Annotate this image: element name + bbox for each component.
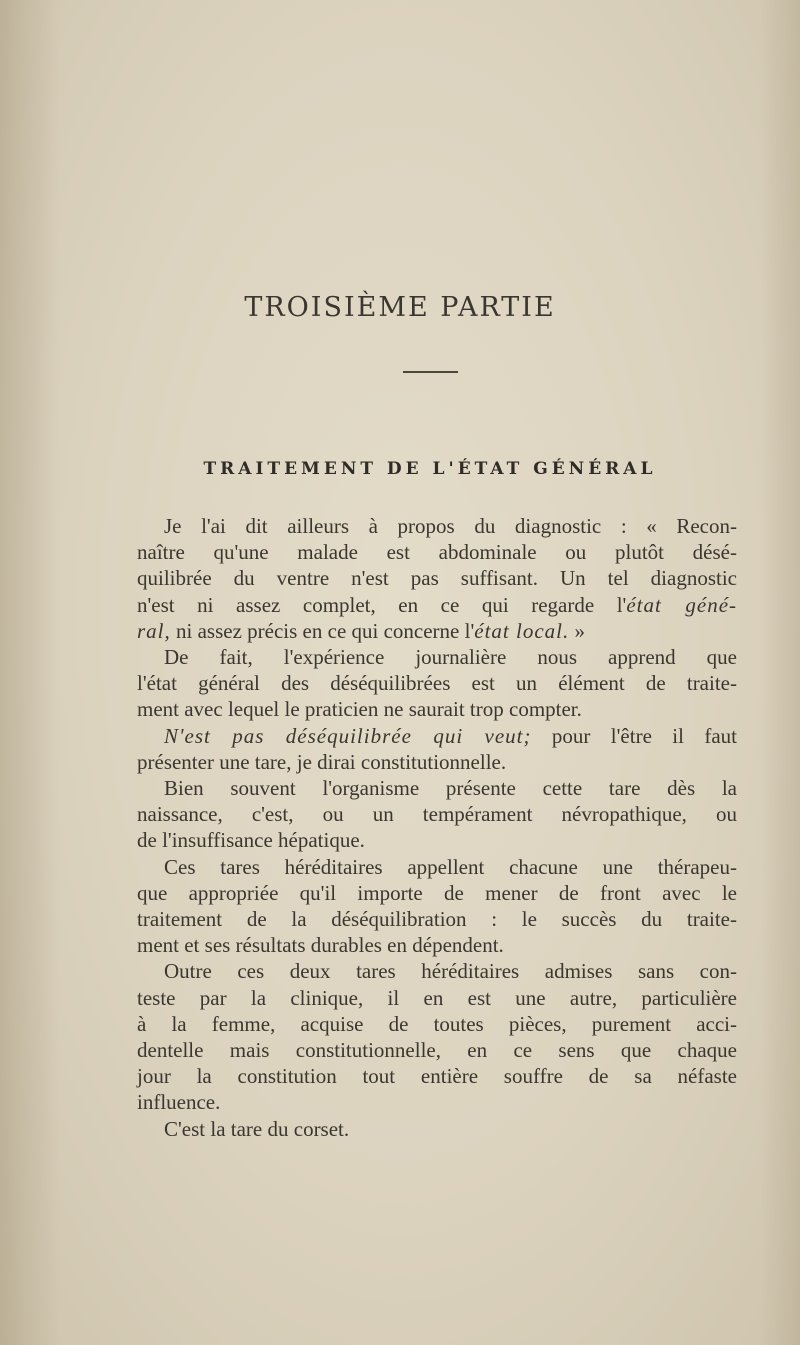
text-line: dentelle mais constitutionnelle, en ce sens que chaque	[137, 1038, 737, 1063]
part-title: TROISIÈME PARTIE	[244, 292, 556, 323]
body-text	[137, 513, 737, 1142]
text-line: influence.	[137, 1090, 221, 1115]
text-line: naître qu'une malade est abdominale ou plutôt désé-	[137, 540, 737, 565]
text-line: à la femme, acquise de toutes pièces, purement acci-	[137, 1011, 737, 1036]
text-line: Bien souvent l'organisme présente cette tare dès la	[164, 776, 737, 801]
italic-text: état local.	[474, 618, 570, 643]
italic-text: N'est pas déséquilibrée qui veut;	[164, 723, 532, 748]
page-edge-shadow-left	[0, 0, 60, 1345]
text-line: De fait, l'expérience journalière nous apprend que	[164, 645, 737, 670]
text-line: Outre ces deux tares héréditaires admises sans con-	[164, 959, 737, 984]
text-line: ment avec lequel le praticien ne saurait trop compter.	[137, 697, 582, 722]
title-rule	[403, 371, 458, 373]
text-line: ral, ni assez précis en ce qui concerne l'état local. »	[137, 618, 585, 643]
text-line: présenter une tare, je dirai constitutionnelle.	[137, 749, 507, 774]
section-title: TRAITEMENT DE L'ÉTAT GÉNÉRAL	[203, 459, 657, 479]
text-line: teste par la clinique, il en est une autre, particulière	[137, 985, 737, 1010]
text-line: l'état général des déséquilibrées est un élément de traite-	[137, 671, 737, 696]
text-line: N'est pas déséquilibrée qui veut; pour l'être il faut	[164, 723, 737, 748]
text-line: quilibrée du ventre n'est pas suffisant. Un tel diagnostic	[137, 566, 737, 591]
text-line: Ces tares héréditaires appellent chacune une thérapeu-	[164, 854, 737, 879]
text-line: C'est la tare du corset.	[164, 1116, 350, 1141]
text-line: ment et ses résultats durables en dépendent.	[137, 933, 504, 958]
text-line: n'est ni assez complet, en ce qui regarde l'état géné-	[137, 592, 738, 617]
text-line: traitement de la déséquilibration : le succès du traite-	[137, 907, 737, 932]
text-line: Je l'ai dit ailleurs à propos du diagnostic : « Recon-	[164, 514, 737, 538]
text-line: naissance, c'est, ou un tempérament névropathique, ou	[137, 802, 737, 827]
text-line: que appropriée qu'il importe de mener de front avec le	[137, 880, 737, 905]
text-line: jour la constitution tout entière souffre de sa néfaste	[137, 1064, 737, 1089]
page-edge-shadow-right	[760, 0, 800, 1345]
italic-text: état géné-	[626, 592, 738, 617]
italic-text: ral,	[137, 618, 171, 643]
text-line: de l'insuffisance hépatique.	[137, 828, 365, 853]
